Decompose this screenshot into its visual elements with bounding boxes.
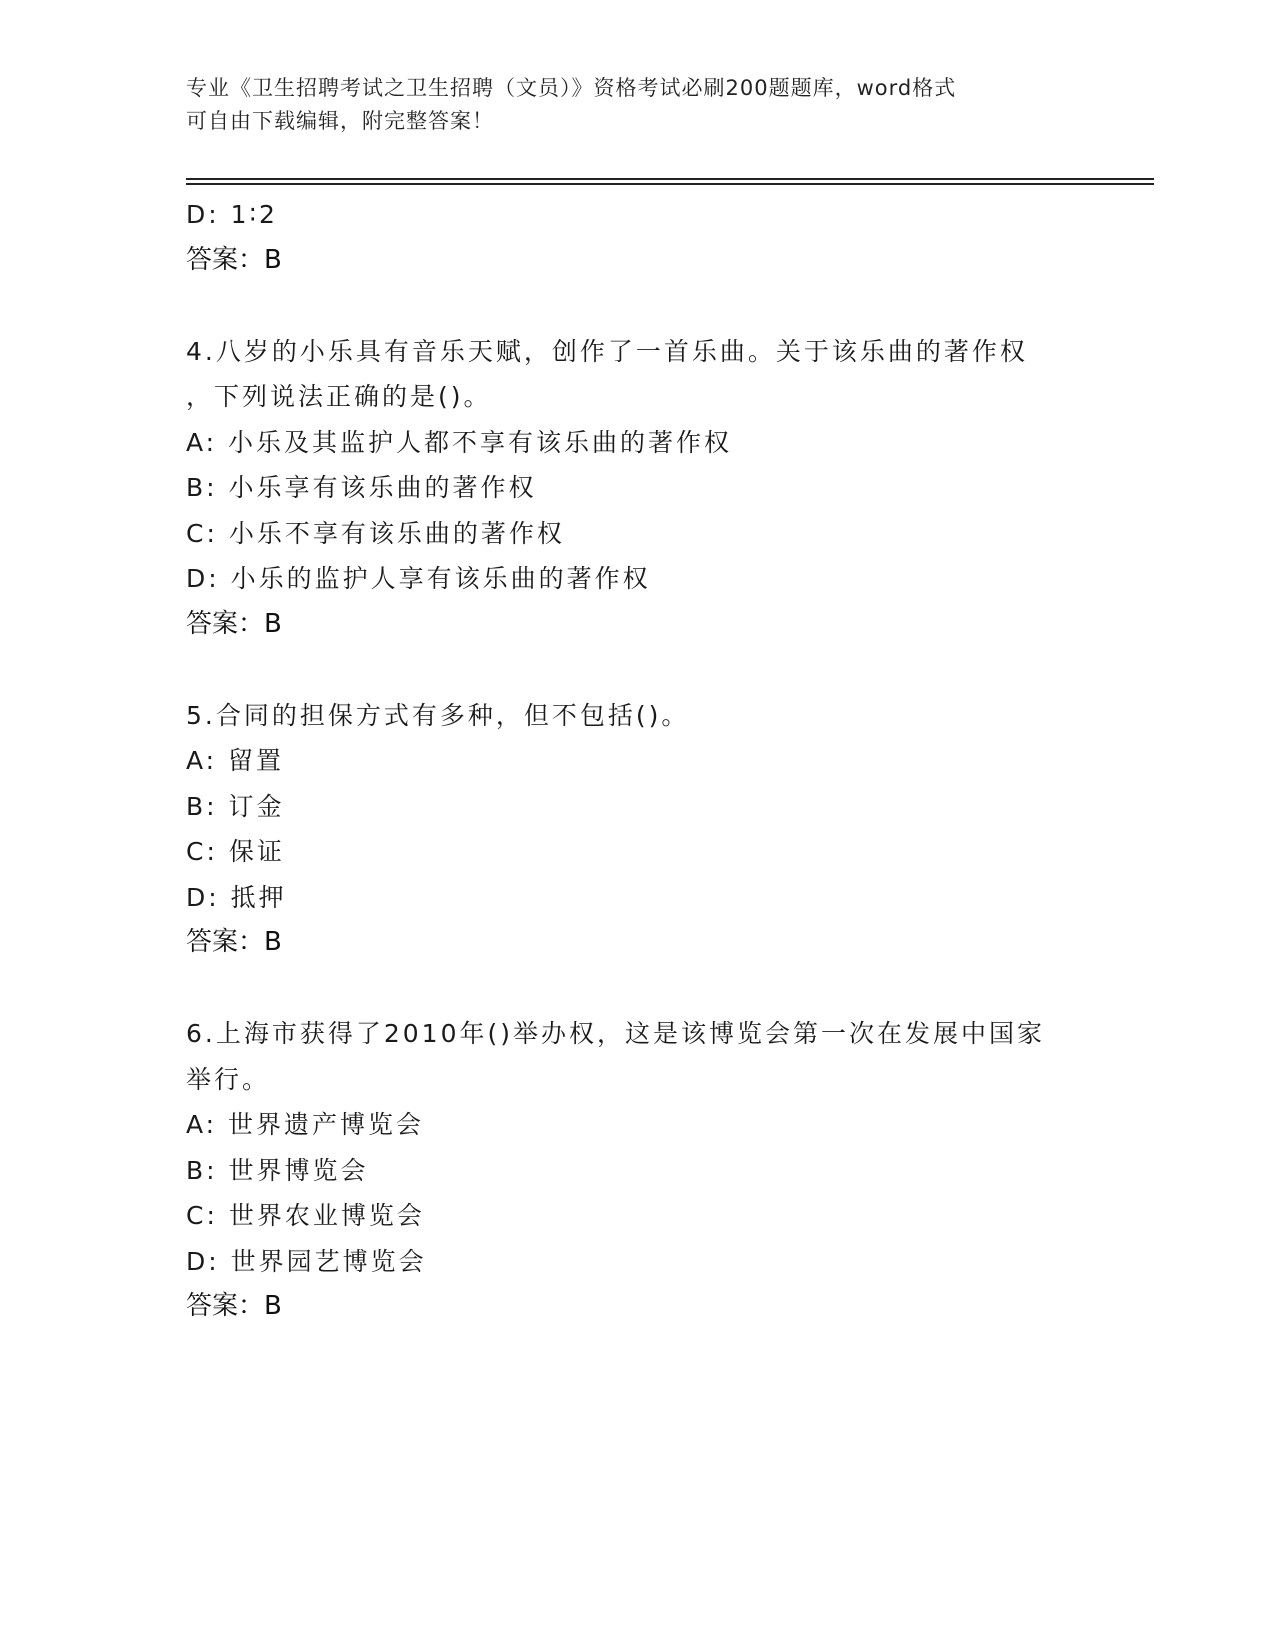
q3-option-d: D: 1∶2: [186, 200, 278, 229]
spacer: [186, 966, 1086, 1012]
q4-option-a: A: 小乐及其监护人都不享有该乐曲的著作权: [186, 427, 733, 457]
q5-option-c: C: 保证: [186, 837, 285, 866]
spacer: [186, 283, 1086, 329]
q6-stem-line-1: 6.上海市获得了2010年()举办权，这是该博览会第一次在发展中国家: [186, 1019, 1045, 1048]
q6-stem-line-2: 举行。: [186, 1064, 271, 1094]
header-rule-top: [186, 178, 1154, 180]
q4-answer: 答案：B: [186, 608, 282, 639]
q4-stem-line-1: 4.八岁的小乐具有音乐天赋，创作了一首乐曲。关于该乐曲的著作权: [186, 336, 1028, 366]
q4-option-c: C: 小乐不享有该乐曲的著作权: [186, 518, 565, 548]
q5-stem-line-1: 5.合同的担保方式有多种，但不包括()。: [186, 700, 690, 730]
q6-option-d: D: 世界园艺博览会: [186, 1246, 427, 1276]
question-4: [186, 329, 1086, 648]
q5-option-b: B: 订金: [186, 791, 285, 821]
q4-option-b: B: 小乐享有该乐曲的著作权: [186, 473, 537, 502]
spacer: [186, 647, 1086, 693]
q4-option-d: D: 小乐的监护人享有该乐曲的著作权: [186, 564, 651, 593]
q4-stem-line-2: ，下列说法正确的是()。: [186, 382, 492, 411]
q5-answer: 答案：B: [186, 927, 282, 957]
question-6: [186, 1011, 1086, 1330]
question-5: [186, 693, 1086, 966]
q5-option-d: D: 抵押: [186, 882, 287, 912]
q5-option-a: A: 留置: [186, 746, 285, 775]
header-rule-bottom: [186, 183, 1154, 185]
q6-option-b: B: 世界博览会: [186, 1155, 369, 1185]
q6-option-a: A: 世界遗产博览会: [186, 1110, 425, 1139]
page-header: [186, 72, 1086, 138]
header-line-1: 专业《卫生招聘考试之卫生招聘（文员）》资格考试必刷200题题库，word格式: [186, 76, 957, 100]
question-3-tail: [186, 192, 1086, 283]
q6-option-c: C: 世界农业博览会: [186, 1201, 425, 1230]
document-body: [186, 192, 1086, 1330]
q3-answer: 答案：B: [186, 244, 282, 275]
q6-answer: 答案：B: [186, 1291, 282, 1321]
header-line-2: 可自由下载编辑，附完整答案！: [186, 109, 494, 133]
